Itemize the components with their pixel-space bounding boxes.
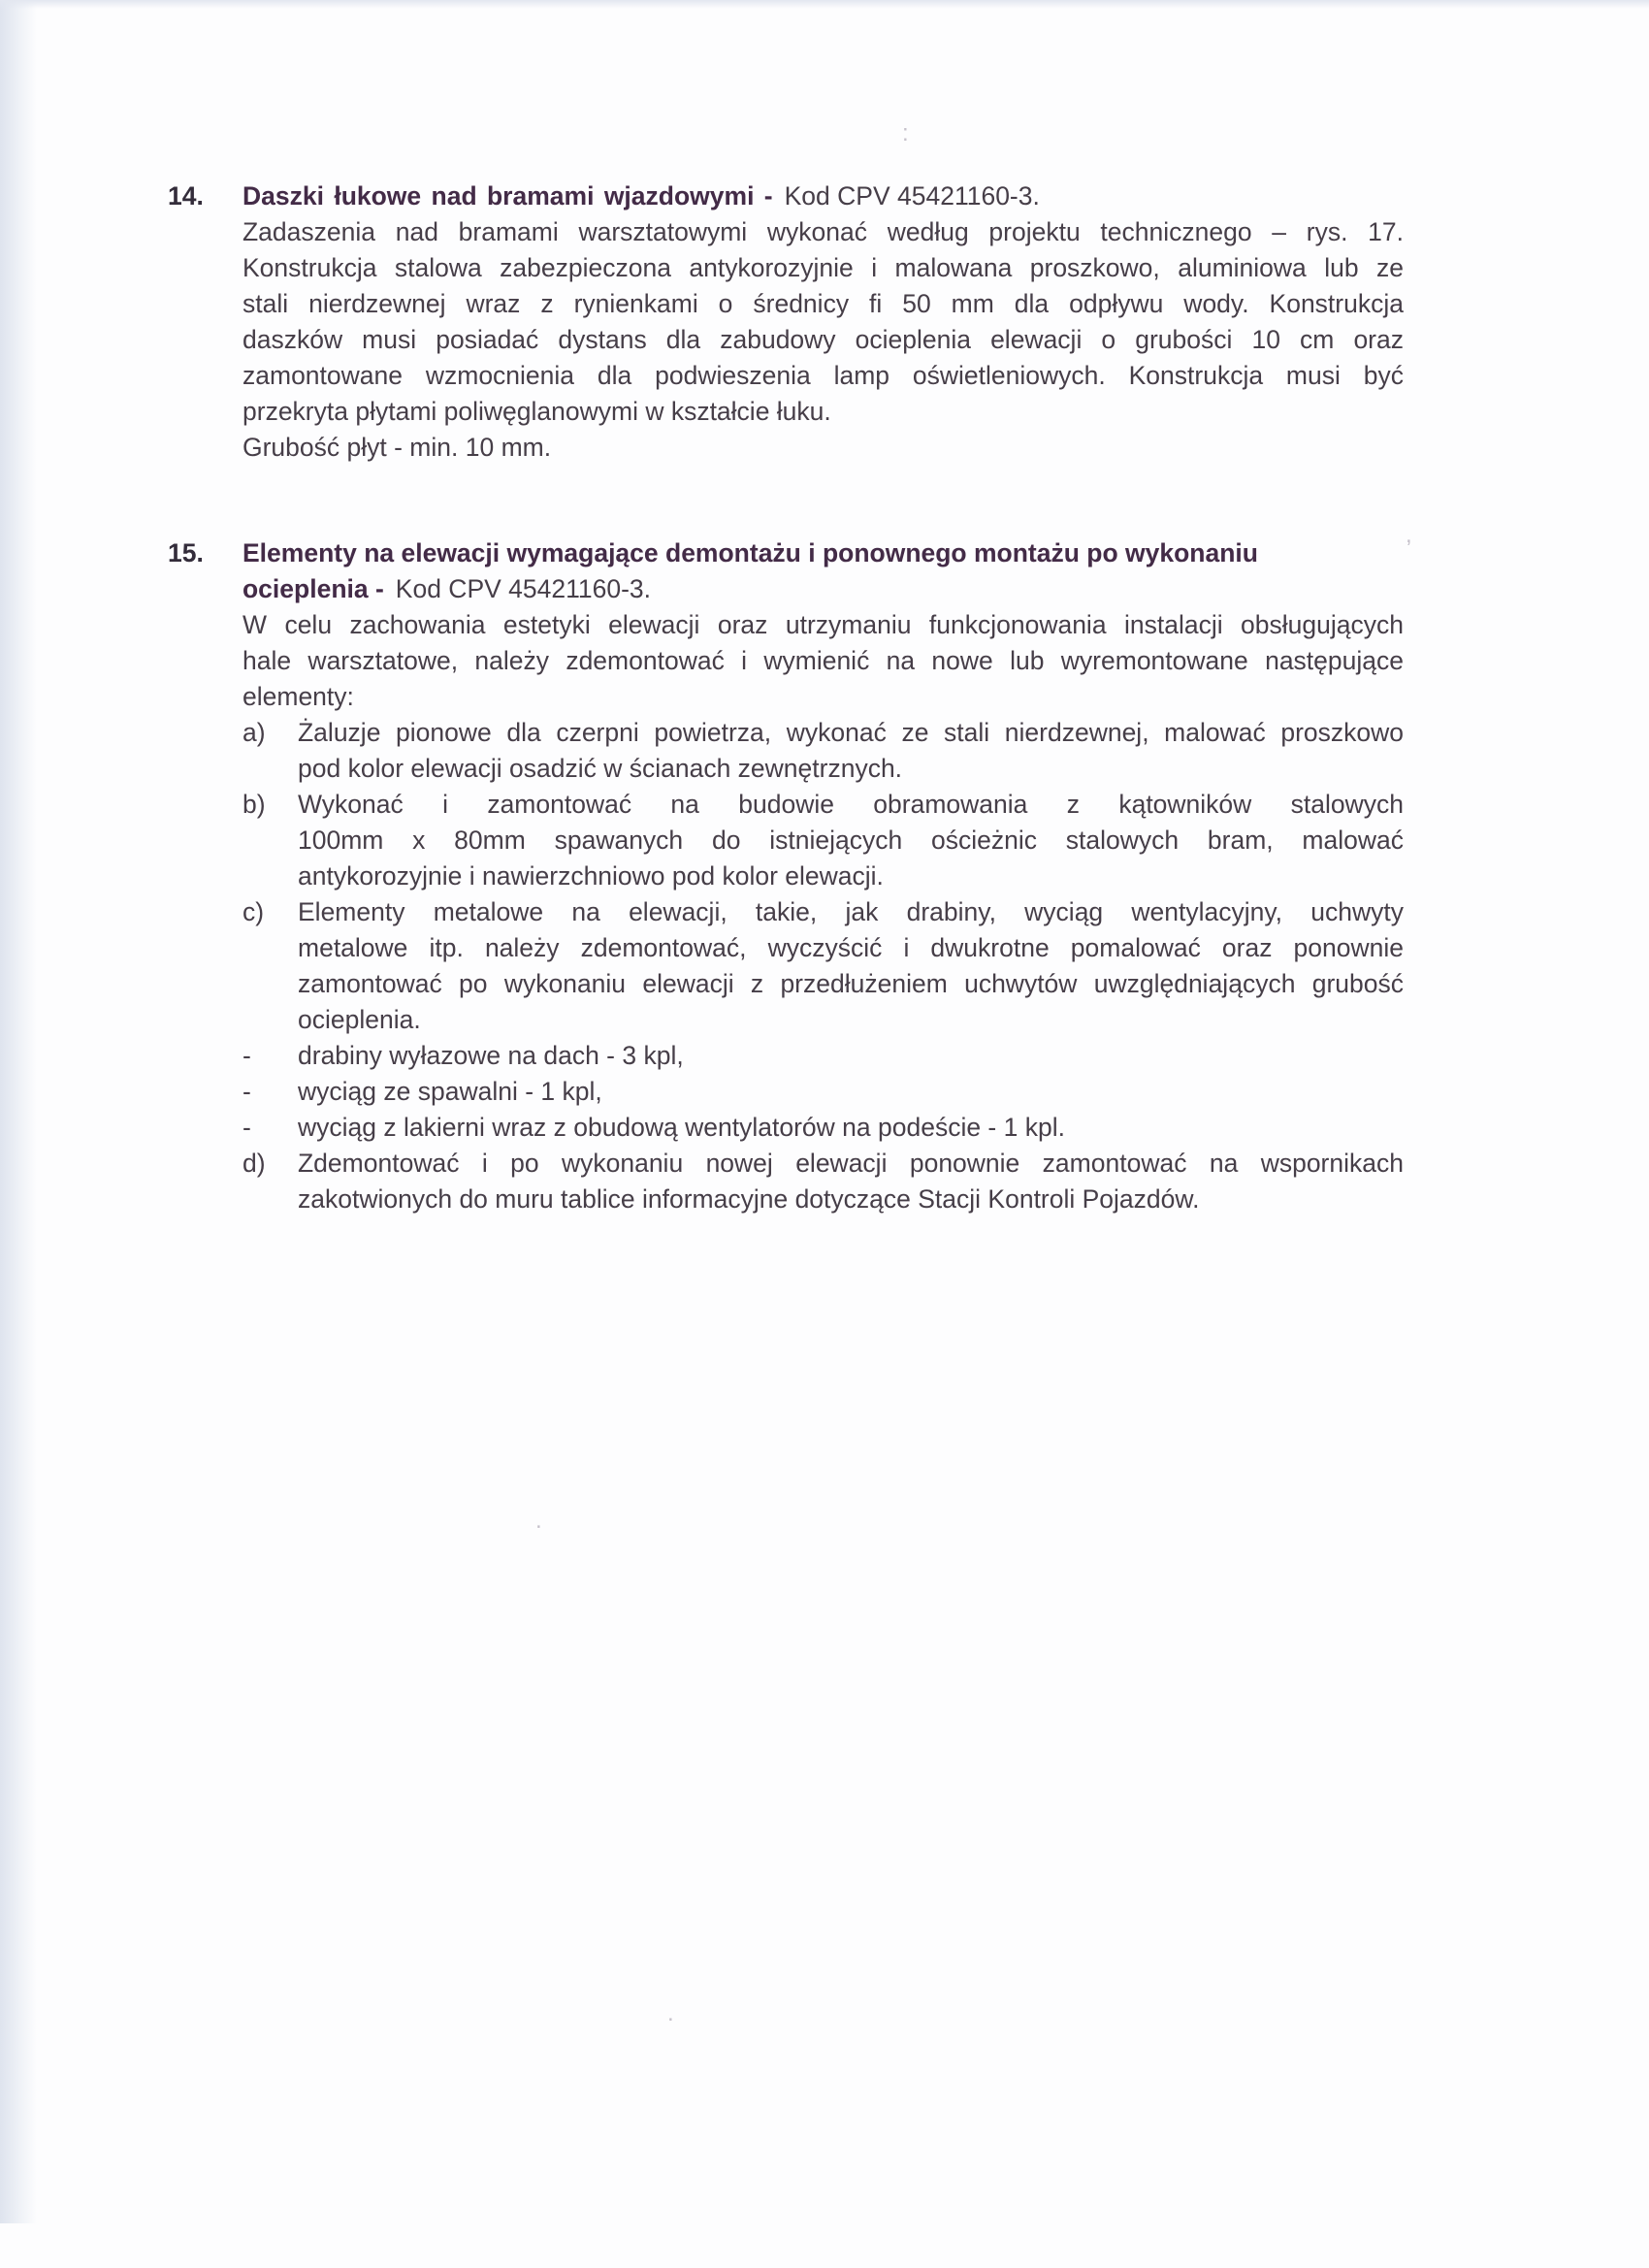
list-line: pod kolor elewacji osadzić w ścianach zewnętrznych. [298, 754, 903, 783]
list-item-d [242, 1146, 1404, 1217]
section-14-title [242, 178, 1404, 214]
body-line: Grubość płyt - min. 10 mm. [242, 433, 552, 462]
list-item-b [242, 787, 1404, 894]
section-number: 15. [168, 538, 204, 567]
list-line: ocieplenia. [298, 1005, 421, 1034]
list-item-dash-3 [242, 1110, 1404, 1146]
list-item-dash-2 [242, 1074, 1404, 1110]
list-marker: d) [242, 1149, 266, 1178]
body-line: stali nierdzewnej wraz z rynienkami o średnicy fi 50 mm dla odpływu wody. Konstrukcja [242, 289, 1404, 318]
section-title-bold: Daszki łukowe nad bramami wjazdowymi - [242, 181, 773, 211]
section-14-body [242, 178, 1404, 466]
list-item-text [298, 1110, 1404, 1146]
list-item-text [298, 1146, 1404, 1217]
list-item-text [298, 715, 1404, 787]
list-line: Żaluzje pionowe dla czerpni powietrza, wykonać ze stali nierdzewnej, malować proszkowo [298, 718, 1404, 747]
scan-speck: : [902, 120, 909, 146]
list-line: zamontować po wykonaniu elewacji z przedłużeniem uchwytów uwzględniających grubość [298, 969, 1404, 998]
body-line: przekryta płytami poliwęglanowymi w kształcie łuku. [242, 397, 831, 426]
list-item-text [298, 894, 1404, 1038]
section-number: 14. [168, 181, 204, 211]
section-14 [168, 178, 1404, 466]
list-marker: - [242, 1113, 251, 1142]
list-line: drabiny wyłazowe na dach - 3 kpl, [298, 1041, 684, 1070]
section-15 [168, 535, 1404, 1217]
list-item-text [298, 1038, 1404, 1074]
scan-left-edge-artifact [0, 0, 37, 2223]
scan-speck: . [535, 1507, 542, 1534]
document-content [168, 178, 1404, 1217]
body-line: W celu zachowania estetyki elewacji oraz utrzymaniu funkcjonowania instalacji obsługujących [242, 610, 1404, 639]
list-marker: c) [242, 897, 265, 926]
section-15-title-line2 [242, 571, 1404, 607]
list-line: zakotwionych do muru tablice informacyjne dotyczące Stacji Kontroli Pojazdów. [298, 1184, 1200, 1214]
list-line: antykorozyjnie i nawierzchniowo pod kolor elewacji. [298, 861, 884, 891]
list-marker: - [242, 1041, 251, 1070]
body-line: Zadaszenia nad bramami warsztatowymi wykonać według projektu technicznego – rys. 17. [242, 217, 1404, 246]
list-item-dash-1 [242, 1038, 1404, 1074]
scan-top-edge-artifact [0, 0, 1649, 9]
scan-speck: . [667, 2000, 674, 2026]
list-item-a [242, 715, 1404, 787]
list-item-text [298, 1074, 1404, 1110]
list-line: 100mm x 80mm spawanych do istniejących ościeżnic stalowych bram, malować [298, 826, 1404, 855]
body-line: zamontowane wzmocnienia dla podwieszenia lamp oświetleniowych. Konstrukcja musi być [242, 361, 1404, 390]
body-line: hale warsztatowe, należy zdemontować i wymienić na nowe lub wyremontowane następujące [242, 646, 1404, 675]
section-15-title-line1 [242, 535, 1404, 571]
list-item-text [298, 787, 1404, 894]
cpv-code: Kod CPV 45421160-3. [784, 181, 1040, 211]
list-line: Elementy metalowe na elewacji, takie, jak drabiny, wyciąg wentylacyjny, uchwyty [298, 897, 1404, 926]
section-title-bold: Elementy na elewacji wymagające demontażu i ponownego montażu po wykonaniu [242, 538, 1258, 567]
list-item-c [242, 894, 1404, 1038]
body-line: Konstrukcja stalowa zabezpieczona antykorozyjnie i malowana proszkowo, aluminiowa lub ze [242, 253, 1404, 282]
section-title-bold: ocieplenia - [242, 574, 384, 603]
list-line: wyciąg ze spawalni - 1 kpl, [298, 1077, 602, 1106]
list-marker: - [242, 1077, 251, 1106]
list-line: wyciąg z lakierni wraz z obudową wentylatorów na podeście - 1 kpl. [298, 1113, 1065, 1142]
section-15-body [242, 535, 1404, 1217]
list-marker: b) [242, 790, 266, 819]
list-line: Wykonać i zamontować na budowie obramowania z kątowników stalowych [298, 790, 1404, 819]
list-line: Zdemontować i po wykonaniu nowej elewacji ponownie zamontować na wspornikach [298, 1149, 1404, 1178]
body-line: daszków musi posiadać dystans dla zabudowy ocieplenia elewacji o grubości 10 cm oraz [242, 325, 1404, 354]
list-marker: a) [242, 718, 266, 747]
body-line: elementy: [242, 682, 354, 711]
scan-speck: , [1406, 522, 1412, 548]
cpv-code: Kod CPV 45421160-3. [395, 574, 652, 603]
list-line: metalowe itp. należy zdemontować, wyczyścić i dwukrotne pomalować oraz ponownie [298, 933, 1404, 962]
